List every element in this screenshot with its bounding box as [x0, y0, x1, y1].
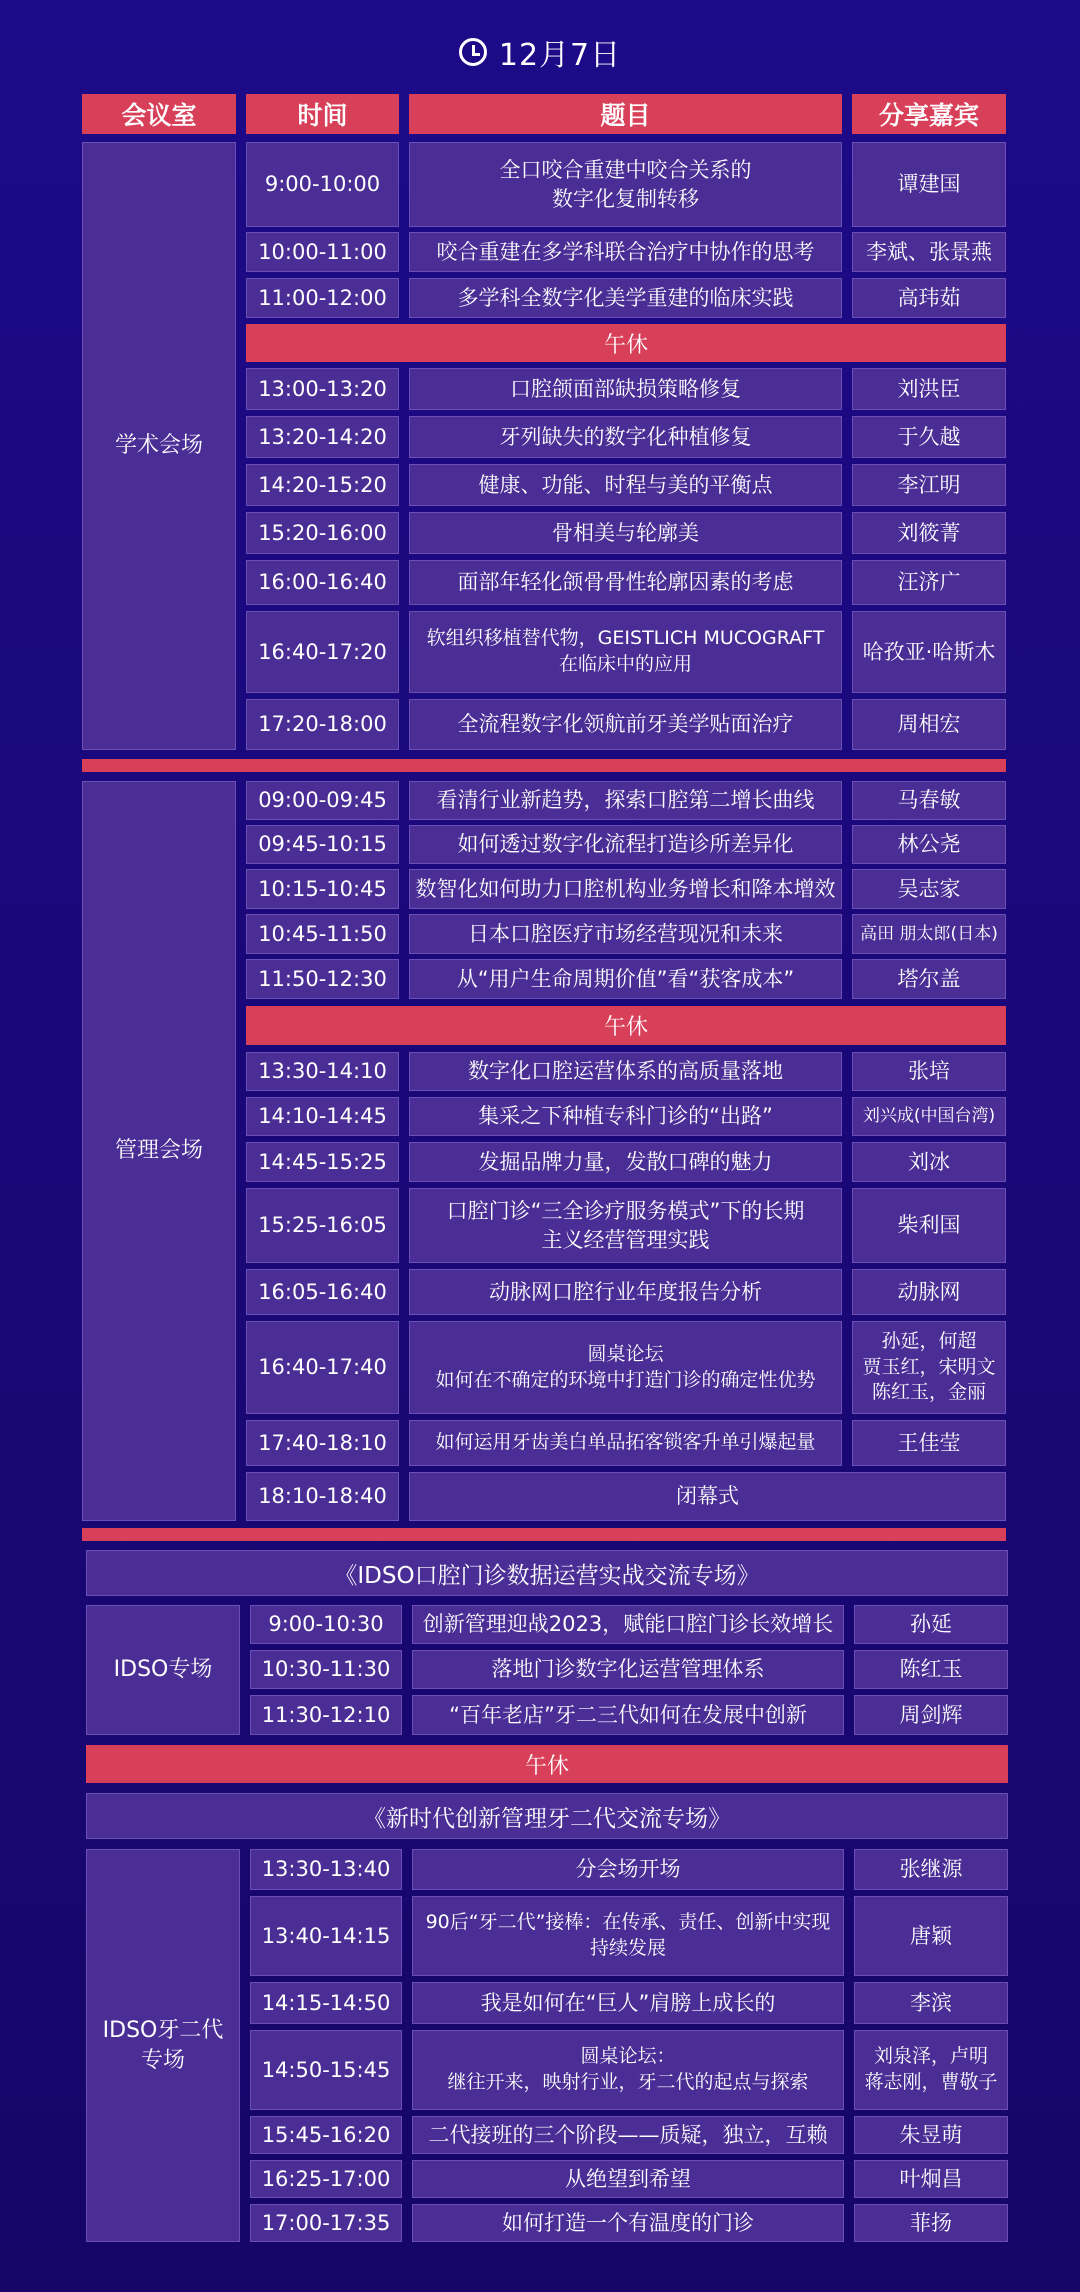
- speaker-cell: 汪济广: [852, 560, 1006, 605]
- room-idso: IDSO专场: [86, 1605, 240, 1735]
- topic-cell: 骨相美与轮廓美: [409, 512, 842, 554]
- topic-cell: 集采之下种植专科门诊的“出路”: [409, 1097, 842, 1136]
- topic-cell: 如何打造一个有温度的门诊: [412, 2204, 844, 2242]
- time-cell: 14:10-14:45: [246, 1097, 399, 1136]
- topic-cell: 口腔颌面部缺损策略修复: [409, 368, 842, 410]
- time-cell: 17:20-18:00: [246, 699, 399, 750]
- header-speaker: 分享嘉宾: [852, 94, 1006, 134]
- speaker-cell: 动脉网: [852, 1269, 1006, 1315]
- time-cell: 16:05-16:40: [246, 1269, 399, 1315]
- speaker-cell: 叶炯昌: [854, 2160, 1008, 2198]
- time-cell: 16:00-16:40: [246, 560, 399, 605]
- section-divider: [82, 759, 1006, 772]
- topic-cell: 圆桌论坛 如何在不确定的环境中打造门诊的确定性优势: [409, 1321, 842, 1414]
- topic-cell: 全口咬合重建中咬合关系的 数字化复制转移: [409, 142, 842, 227]
- topic-cell: 闭幕式: [409, 1472, 1006, 1521]
- date-heading: [0, 22, 1080, 82]
- time-cell: 9:00-10:30: [250, 1605, 402, 1644]
- time-cell: 09:00-09:45: [246, 781, 399, 820]
- topic-cell: 健康、功能、时程与美的平衡点: [409, 464, 842, 506]
- topic-cell: 动脉网口腔行业年度报告分析: [409, 1269, 842, 1315]
- speaker-cell: 刘冰: [852, 1142, 1006, 1182]
- time-cell: 13:30-14:10: [246, 1052, 399, 1091]
- header-room: 会议室: [82, 94, 236, 134]
- topic-cell: 咬合重建在多学科联合治疗中协作的思考: [409, 232, 842, 272]
- time-cell: 13:20-14:20: [246, 416, 399, 458]
- room-idso2: IDSO牙二代 专场: [86, 1849, 240, 2242]
- room-academic: 学术会场: [82, 142, 236, 750]
- time-cell: 10:30-11:30: [250, 1650, 402, 1689]
- time-cell: 15:25-16:05: [246, 1188, 399, 1263]
- time-cell: 14:45-15:25: [246, 1142, 399, 1182]
- topic-cell: 口腔门诊“三全诊疗服务模式”下的长期 主义经营管理实践: [409, 1188, 842, 1263]
- time-cell: 10:15-10:45: [246, 869, 399, 909]
- speaker-cell: 刘洪臣: [852, 368, 1006, 410]
- speaker-cell: 哈孜亚·哈斯木: [852, 611, 1006, 693]
- speaker-cell: 李滨: [854, 1982, 1008, 2024]
- lunch-break: 午休: [246, 1006, 1006, 1045]
- time-cell: 13:40-14:15: [250, 1896, 402, 1976]
- topic-cell: 发掘品牌力量，发散口碑的魅力: [409, 1142, 842, 1182]
- topic-cell: 创新管理迎战2023，赋能口腔门诊长效增长: [412, 1605, 844, 1644]
- clock-icon: [459, 38, 487, 66]
- speaker-cell: 李江明: [852, 464, 1006, 506]
- time-cell: 16:40-17:40: [246, 1321, 399, 1414]
- topic-cell: 日本口腔医疗市场经营现况和未来: [409, 914, 842, 954]
- time-cell: 10:00-11:00: [246, 232, 399, 272]
- topic-cell: 数智化如何助力口腔机构业务增长和降本增效: [409, 869, 842, 909]
- time-cell: 14:15-14:50: [250, 1982, 402, 2024]
- lunch-break: 午休: [86, 1745, 1008, 1783]
- time-cell: 14:50-15:45: [250, 2030, 402, 2110]
- speaker-cell: 张继源: [854, 1849, 1008, 1890]
- speaker-cell: 朱昱萌: [854, 2116, 1008, 2154]
- time-cell: 17:40-18:10: [246, 1420, 399, 1466]
- room-management: 管理会场: [82, 781, 236, 1521]
- speaker-cell: 刘筱菁: [852, 512, 1006, 554]
- speaker-cell: 孙延: [854, 1605, 1008, 1644]
- topic-cell: 数字化口腔运营体系的高质量落地: [409, 1052, 842, 1091]
- topic-cell: 落地门诊数字化运营管理体系: [412, 1650, 844, 1689]
- speaker-cell: 马春敏: [852, 781, 1006, 820]
- idso2-section-title: 《新时代创新管理牙二代交流专场》: [86, 1793, 1008, 1839]
- topic-cell: 分会场开场: [412, 1849, 844, 1890]
- topic-cell: 牙列缺失的数字化种植修复: [409, 416, 842, 458]
- time-cell: 14:20-15:20: [246, 464, 399, 506]
- speaker-cell: 高玮茹: [852, 278, 1006, 318]
- topic-cell: “百年老店”牙二三代如何在发展中创新: [412, 1695, 844, 1735]
- time-cell: 09:45-10:15: [246, 825, 399, 864]
- idso-section-title: 《IDSO口腔门诊数据运营实战交流专场》: [86, 1550, 1008, 1596]
- time-cell: 15:20-16:00: [246, 512, 399, 554]
- time-cell: 16:25-17:00: [250, 2160, 402, 2198]
- speaker-cell: 菲扬: [854, 2204, 1008, 2242]
- date-text: 12月7日: [498, 38, 622, 73]
- topic-cell: 从绝望到希望: [412, 2160, 844, 2198]
- time-cell: 13:30-13:40: [250, 1849, 402, 1890]
- speaker-cell: 陈红玉: [854, 1650, 1008, 1689]
- topic-cell: 圆桌论坛： 继往开来，映射行业，牙二代的起点与探索: [412, 2030, 844, 2110]
- header-topic: 题目: [409, 94, 842, 134]
- time-cell: 10:45-11:50: [246, 914, 399, 954]
- speaker-cell: 周相宏: [852, 699, 1006, 750]
- header-time: 时间: [246, 94, 399, 134]
- time-cell: 11:30-12:10: [250, 1695, 402, 1735]
- speaker-cell: 谭建国: [852, 142, 1006, 227]
- topic-cell: 我是如何在“巨人”肩膀上成长的: [412, 1982, 844, 2024]
- topic-cell: 如何透过数字化流程打造诊所差异化: [409, 825, 842, 864]
- speaker-cell: 刘泉泽，卢明 蒋志刚，曹敬子: [854, 2030, 1008, 2110]
- topic-cell: 如何运用牙齿美白单品拓客锁客升单引爆起量: [409, 1420, 842, 1466]
- speaker-cell: 于久越: [852, 416, 1006, 458]
- time-cell: 16:40-17:20: [246, 611, 399, 693]
- topic-cell: 全流程数字化领航前牙美学贴面治疗: [409, 699, 842, 750]
- speaker-cell: 孙延，何超 贾玉红，宋明文 陈红玉，金丽: [852, 1321, 1006, 1414]
- time-cell: 17:00-17:35: [250, 2204, 402, 2242]
- speaker-cell: 李斌、张景燕: [852, 232, 1006, 272]
- section-divider: [82, 1528, 1006, 1541]
- topic-cell: 多学科全数字化美学重建的临床实践: [409, 278, 842, 318]
- speaker-cell: 张培: [852, 1052, 1006, 1091]
- speaker-cell: 刘兴成(中国台湾): [852, 1097, 1006, 1136]
- topic-cell: 二代接班的三个阶段——质疑，独立，互赖: [412, 2116, 844, 2154]
- time-cell: 15:45-16:20: [250, 2116, 402, 2154]
- speaker-cell: 唐颖: [854, 1896, 1008, 1976]
- speaker-cell: 柴利国: [852, 1188, 1006, 1263]
- speaker-cell: 林公尧: [852, 825, 1006, 864]
- lunch-break: 午休: [246, 324, 1006, 362]
- topic-cell: 90后“牙二代”接棒：在传承、责任、创新中实现 持续发展: [412, 1896, 844, 1976]
- speaker-cell: 王佳莹: [852, 1420, 1006, 1466]
- speaker-cell: 吴志家: [852, 869, 1006, 909]
- speaker-cell: 高田 朋太郎(日本): [852, 914, 1006, 954]
- time-cell: 13:00-13:20: [246, 368, 399, 410]
- time-cell: 11:50-12:30: [246, 959, 399, 999]
- time-cell: 9:00-10:00: [246, 142, 399, 227]
- speaker-cell: 塔尔盖: [852, 959, 1006, 999]
- topic-cell: 软组织移植替代物，GEISTLICH MUCOGRAFT 在临床中的应用: [409, 611, 842, 693]
- speaker-cell: 周剑辉: [854, 1695, 1008, 1735]
- time-cell: 18:10-18:40: [246, 1472, 399, 1521]
- time-cell: 11:00-12:00: [246, 278, 399, 318]
- topic-cell: 面部年轻化颌骨骨性轮廓因素的考虑: [409, 560, 842, 605]
- topic-cell: 看清行业新趋势，探索口腔第二增长曲线: [409, 781, 842, 820]
- topic-cell: 从“用户生命周期价值”看“获客成本”: [409, 959, 842, 999]
